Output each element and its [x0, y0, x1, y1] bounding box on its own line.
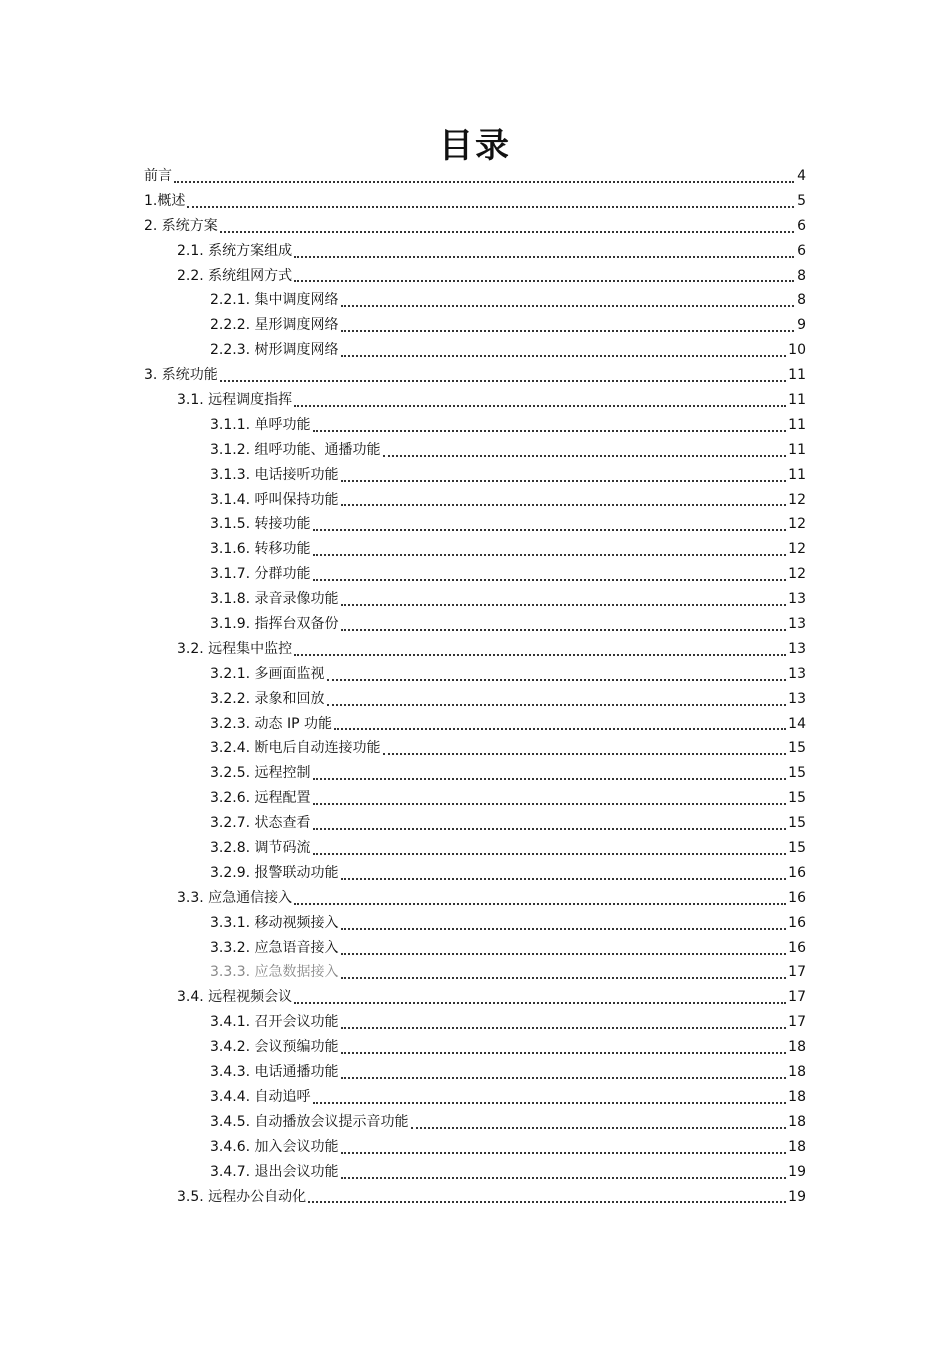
toc-entry-label: 3.1.5. 转接功能 — [210, 516, 311, 533]
toc-entry-page-number: 11 — [788, 441, 806, 458]
toc-entry-page-number: 12 — [788, 541, 806, 558]
dot-leader — [313, 827, 787, 830]
dot-leader — [383, 752, 787, 755]
toc-entry-label: 3.1.1. 单呼功能 — [210, 416, 311, 433]
toc-entry-label: 3.2.4. 断电后自动连接功能 — [210, 740, 381, 757]
toc-entry-label: 3.5. 远程办公自动化 — [177, 1188, 307, 1205]
dot-leader — [411, 1126, 787, 1129]
toc-entry-label: 3.2.8. 调节码流 — [210, 840, 311, 857]
dot-leader — [341, 1051, 787, 1054]
dot-leader — [313, 429, 787, 432]
toc-entry-label: 3.2.2. 录象和回放 — [210, 690, 325, 707]
dot-leader — [341, 927, 787, 930]
toc-entry[interactable] — [144, 886, 806, 911]
dot-leader — [294, 1001, 786, 1004]
toc-entry[interactable] — [144, 388, 806, 413]
toc-entry-page-number: 15 — [788, 840, 806, 857]
toc-entry[interactable] — [144, 1185, 806, 1210]
toc-entry-label: 2.2. 系统组网方式 — [177, 267, 293, 284]
toc-entry[interactable] — [144, 537, 806, 562]
toc-entry-page-number: 16 — [788, 914, 806, 931]
toc-entry[interactable] — [144, 512, 806, 537]
toc-entry-page-number: 12 — [788, 516, 806, 533]
toc-entry[interactable] — [144, 637, 806, 662]
dot-leader — [313, 1101, 787, 1104]
toc-entry-label: 3. 系统功能 — [144, 367, 218, 384]
toc-entry[interactable] — [144, 1110, 806, 1135]
toc-entry-page-number: 16 — [788, 864, 806, 881]
toc-entry[interactable] — [144, 662, 806, 687]
toc-entry-label: 2.1. 系统方案组成 — [177, 242, 293, 259]
toc-entry-label: 3.1.8. 录音录像功能 — [210, 591, 339, 608]
toc-entry[interactable] — [144, 313, 806, 338]
toc-entry[interactable] — [144, 836, 806, 861]
dot-leader — [334, 727, 786, 730]
dot-leader — [294, 255, 794, 258]
dot-leader — [341, 1026, 787, 1029]
toc-entry-page-number: 8 — [797, 292, 806, 309]
toc-entry[interactable] — [144, 1035, 806, 1060]
toc-entry[interactable] — [144, 363, 806, 388]
toc-entry-page-number: 11 — [788, 367, 806, 384]
toc-entry[interactable] — [144, 562, 806, 587]
toc-entry-page-number: 12 — [788, 491, 806, 508]
toc-entry-label: 2.2.1. 集中调度网络 — [210, 292, 339, 309]
toc-entry[interactable] — [144, 239, 806, 264]
dot-leader — [341, 1076, 787, 1079]
toc-entry-label: 3.2.3. 动态 IP 功能 — [210, 715, 332, 732]
dot-leader — [220, 230, 794, 233]
toc-entry-page-number: 15 — [788, 765, 806, 782]
toc-entry-label: 3.4.6. 加入会议功能 — [210, 1138, 339, 1155]
toc-entry[interactable] — [144, 936, 806, 961]
toc-entry-label: 3.2.6. 远程配置 — [210, 790, 311, 807]
toc-entry-page-number: 15 — [788, 740, 806, 757]
toc-entry-label: 2. 系统方案 — [144, 217, 218, 234]
toc-entry-page-number: 17 — [788, 1014, 806, 1031]
toc-entry-page-number: 17 — [788, 989, 806, 1006]
toc-entry-label: 3.3.3. 应急数据接入 — [210, 964, 339, 981]
toc-entry-page-number: 13 — [788, 665, 806, 682]
toc-entry-page-number: 5 — [797, 192, 806, 209]
dot-leader — [341, 976, 787, 979]
toc-entry-page-number: 11 — [788, 392, 806, 408]
dot-leader — [313, 777, 787, 780]
toc-entry-label: 3.1. 远程调度指挥 — [177, 392, 293, 408]
toc-entry[interactable] — [144, 164, 806, 189]
dot-leader — [341, 952, 787, 955]
toc-entry-label: 3.1.4. 呼叫保持功能 — [210, 491, 339, 508]
toc-entry-page-number: 13 — [788, 616, 806, 633]
toc-entry-label: 3.2.1. 多画面监视 — [210, 665, 325, 682]
toc-entry[interactable] — [144, 189, 806, 214]
toc-entry-label: 3.2. 远程集中监控 — [177, 640, 293, 657]
toc-entry[interactable] — [144, 1010, 806, 1035]
toc-entry-page-number: 18 — [788, 1138, 806, 1155]
toc-entry[interactable] — [144, 338, 806, 363]
toc-entry-label: 3.4.1. 召开会议功能 — [210, 1014, 339, 1031]
dot-leader — [313, 852, 787, 855]
toc-entry-page-number: 16 — [788, 939, 806, 956]
dot-leader — [341, 628, 787, 631]
toc-entry-page-number: 15 — [788, 815, 806, 832]
dot-leader — [341, 503, 787, 506]
toc-entry[interactable] — [144, 736, 806, 761]
dot-leader — [341, 603, 787, 606]
toc-entry-page-number: 13 — [788, 640, 806, 657]
toc-entry[interactable] — [144, 786, 806, 811]
dot-leader — [220, 379, 786, 382]
toc-entry-label: 3.2.7. 状态查看 — [210, 815, 311, 832]
toc-entry-label: 3.4. 远程视频会议 — [177, 989, 293, 1006]
toc-entry-page-number: 16 — [788, 889, 806, 906]
toc-entry-page-number: 6 — [797, 242, 806, 259]
toc-entry-label: 3.3. 应急通信接入 — [177, 889, 293, 906]
dot-leader — [313, 553, 787, 556]
toc-entry-page-number: 9 — [797, 317, 806, 334]
toc-entry-page-number: 19 — [788, 1188, 806, 1205]
dot-leader — [294, 279, 794, 282]
dot-leader — [313, 528, 787, 531]
dot-leader — [174, 180, 794, 183]
toc-entry[interactable] — [144, 1060, 806, 1085]
toc-entry-page-number: 18 — [788, 1088, 806, 1105]
toc-entry-page-number: 4 — [797, 167, 806, 184]
dot-leader — [327, 703, 787, 706]
dot-leader — [313, 802, 787, 805]
toc-entry[interactable] — [144, 761, 806, 786]
dot-leader — [187, 205, 794, 208]
toc-entry[interactable] — [144, 587, 806, 612]
dot-leader — [294, 902, 786, 905]
toc-entry-page-number: 18 — [788, 1064, 806, 1081]
toc-entry-label: 前言 — [144, 167, 172, 184]
toc-entry-label: 3.4.3. 电话通播功能 — [210, 1064, 339, 1081]
toc-entry-label: 2.2.3. 树形调度网络 — [210, 342, 339, 359]
dot-leader — [341, 1151, 787, 1154]
toc-entry-page-number: 6 — [797, 217, 806, 234]
toc-entry-page-number: 19 — [788, 1163, 806, 1180]
toc-entry[interactable] — [144, 1085, 806, 1110]
toc-entry-label: 3.3.1. 移动视频接入 — [210, 914, 339, 931]
dot-leader — [341, 479, 787, 482]
toc-entry-page-number: 12 — [788, 566, 806, 583]
table-of-contents — [144, 164, 806, 1209]
toc-entry[interactable] — [144, 463, 806, 488]
dot-leader — [327, 678, 787, 681]
dot-leader — [341, 877, 787, 880]
toc-entry-label: 3.2.5. 远程控制 — [210, 765, 311, 782]
toc-entry[interactable] — [144, 214, 806, 239]
dot-leader — [308, 1200, 786, 1203]
toc-entry-label: 3.4.7. 退出会议功能 — [210, 1163, 339, 1180]
toc-entry-label: 3.1.6. 转移功能 — [210, 541, 311, 558]
toc-entry-page-number: 13 — [788, 591, 806, 608]
toc-entry-label: 3.1.9. 指挥台双备份 — [210, 616, 339, 633]
toc-entry-page-number: 18 — [788, 1039, 806, 1056]
dot-leader — [341, 354, 787, 357]
toc-entry[interactable] — [144, 612, 806, 637]
toc-entry[interactable] — [144, 264, 806, 289]
toc-entry-label: 1.概述 — [144, 192, 186, 209]
toc-entry-page-number: 13 — [788, 690, 806, 707]
toc-entry-page-number: 18 — [788, 1113, 806, 1130]
toc-entry-label: 3.4.2. 会议预编功能 — [210, 1039, 339, 1056]
toc-entry-label: 3.1.3. 电话接听功能 — [210, 466, 339, 483]
toc-entry-page-number: 17 — [788, 964, 806, 981]
dot-leader — [383, 454, 787, 457]
toc-entry[interactable] — [144, 438, 806, 463]
page-title: 目录 — [439, 126, 511, 166]
toc-entry-label: 3.4.4. 自动追呼 — [210, 1088, 311, 1105]
toc-entry[interactable] — [144, 985, 806, 1010]
dot-leader — [341, 1176, 787, 1179]
toc-entry[interactable] — [144, 712, 806, 737]
toc-entry-label: 3.1.2. 组呼功能、通播功能 — [210, 441, 381, 458]
toc-entry[interactable] — [144, 413, 806, 438]
toc-entry[interactable] — [144, 1135, 806, 1160]
toc-entry-label: 3.3.2. 应急语音接入 — [210, 939, 339, 956]
dot-leader — [341, 304, 794, 307]
toc-entry[interactable] — [144, 488, 806, 513]
toc-entry-label: 2.2.2. 星形调度网络 — [210, 317, 339, 334]
toc-entry-label: 3.4.5. 自动播放会议提示音功能 — [210, 1113, 409, 1130]
dot-leader — [294, 404, 786, 407]
toc-entry[interactable] — [144, 961, 806, 986]
dot-leader — [341, 329, 794, 332]
toc-entry-page-number: 8 — [797, 267, 806, 284]
dot-leader — [313, 578, 787, 581]
dot-leader — [294, 653, 786, 656]
toc-entry[interactable] — [144, 288, 806, 313]
toc-entry[interactable] — [144, 861, 806, 886]
toc-entry[interactable] — [144, 911, 806, 936]
toc-entry-label: 3.1.7. 分群功能 — [210, 566, 311, 583]
toc-entry[interactable] — [144, 811, 806, 836]
toc-entry-page-number: 11 — [788, 416, 806, 433]
toc-entry-page-number: 11 — [788, 466, 806, 483]
toc-entry-page-number: 15 — [788, 790, 806, 807]
toc-entry-label: 3.2.9. 报警联动功能 — [210, 864, 339, 881]
toc-entry[interactable] — [144, 687, 806, 712]
toc-entry-page-number: 10 — [788, 342, 806, 359]
toc-entry-page-number: 14 — [788, 715, 806, 732]
toc-entry[interactable] — [144, 1160, 806, 1185]
